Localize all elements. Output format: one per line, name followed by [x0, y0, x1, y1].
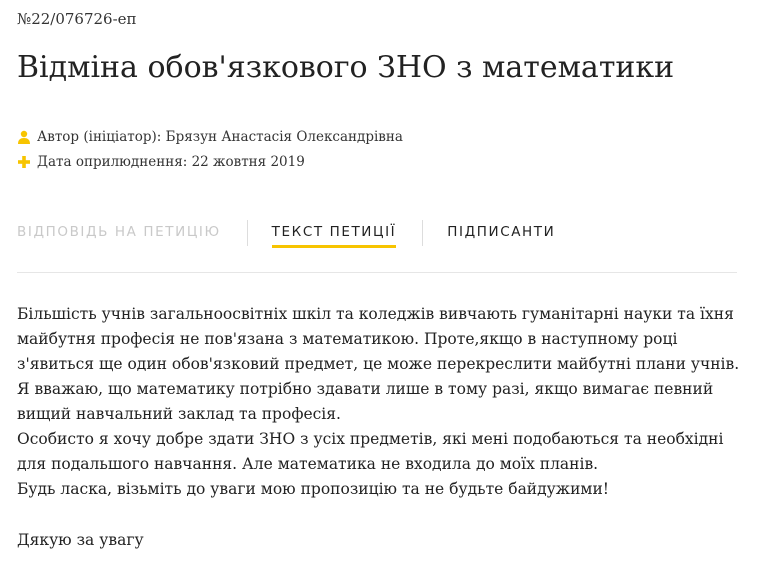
plus-icon: [17, 155, 31, 169]
tab-answer[interactable]: ВІДПОВІДЬ НА ПЕТИЦІЮ: [17, 224, 221, 240]
closing-text: Дякую за увагу: [17, 531, 144, 549]
tab-petition-text[interactable]: ТЕКСТ ПЕТИЦІЇ: [272, 224, 397, 248]
tab-signers[interactable]: ПІДПИСАНТИ: [447, 224, 556, 240]
date-text: Дата оприлюднення: 22 жовтня 2019: [37, 154, 305, 170]
divider: [17, 272, 737, 273]
page-title: Відміна обов'язкового ЗНО з математики: [17, 50, 675, 85]
petition-number: №22/076726-еп: [17, 10, 137, 28]
petition-body: Більшість учнів загальноосвітніх шкіл та коледжів вивчають гуманітарні науки та їхня майбутня професія не пов'язана з математикою. Проте,якщо в наступному році з'явиться ще один обов'язковий предмет, це може перекреслити майбутні плани учнів. Я вважаю, що математику потрібно здавати лише в тому разі, якщо вимагає певний вищий навчальний заклад та професія. Особисто я хочу добре здати ЗНО з усіх предметів, які мені подобаються та необхідні для подальшого навчання. Але математика не входила до моїх планів. Будь ласка, візьміть до уваги мою пропозицію та не будьте байдужими!: [17, 305, 740, 498]
user-icon: [17, 130, 31, 144]
author-line: [17, 129, 403, 145]
date-line: [17, 154, 305, 170]
petition-tabs: [17, 224, 555, 252]
tab-separator: [247, 220, 248, 246]
tab-separator: [422, 220, 423, 246]
author-text: Автор (ініціатор): Брязун Анастасія Олександрівна: [37, 129, 403, 145]
